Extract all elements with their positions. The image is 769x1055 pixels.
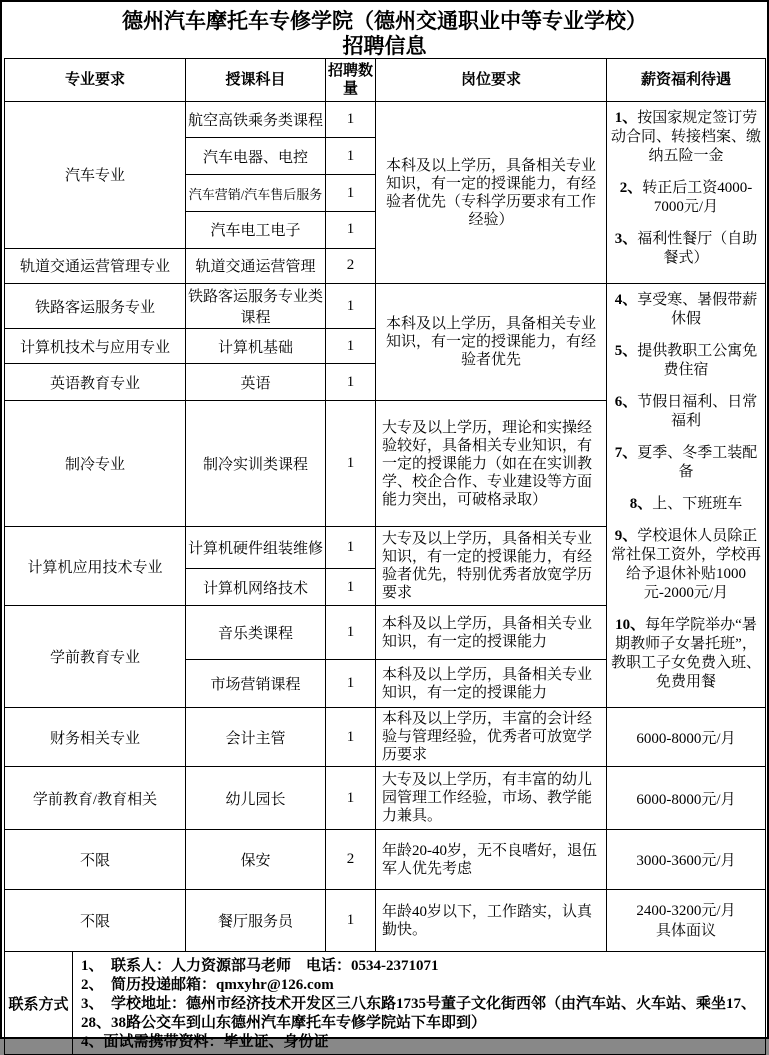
subject-cell: 英语 xyxy=(186,364,326,401)
benefit-text: 福利性餐厅（自助餐式） xyxy=(637,231,758,266)
count-cell: 1 xyxy=(326,284,376,329)
subject-cell: 幼儿园长 xyxy=(186,767,326,830)
subject-cell: 航空高铁乘务类课程 xyxy=(186,102,326,138)
table-row xyxy=(5,102,766,138)
count-cell: 2 xyxy=(326,248,376,283)
benefit-item xyxy=(611,179,761,217)
subject-cell: 会计主管 xyxy=(186,708,326,767)
count-cell: 1 xyxy=(326,364,376,401)
benefit-text: 上、下班班车 xyxy=(652,496,743,512)
contact-row xyxy=(5,952,766,1055)
count-cell: 1 xyxy=(326,569,376,606)
benefit-text: 转正后工资4000-7000元/月 xyxy=(642,180,753,215)
benefit-item xyxy=(611,342,761,380)
benefit-number: 9、 xyxy=(614,528,638,544)
subject-cell: 市场营销课程 xyxy=(186,660,326,708)
benefit-item xyxy=(611,291,761,329)
major-cell: 财务相关专业 xyxy=(5,708,186,767)
major-cell: 不限 xyxy=(5,890,186,952)
count-cell: 1 xyxy=(326,102,376,138)
major-cell: 计算机应用技术专业 xyxy=(5,527,186,606)
subject-cell: 铁路客运服务专业类课程 xyxy=(186,284,326,329)
subject-cell: 保安 xyxy=(186,830,326,890)
benefit-item xyxy=(611,230,761,268)
benefit-number: 6、 xyxy=(614,394,638,410)
benefit-item xyxy=(611,616,761,692)
subject-cell: 音乐类课程 xyxy=(186,606,326,660)
salary-cell: 6000-8000元/月 xyxy=(607,767,766,830)
subject-cell: 汽车电器、电控 xyxy=(186,138,326,175)
benefit-item xyxy=(611,109,761,166)
requirement-cell: 本科及以上学历，具备相关专业知识，有一定的授课能力 xyxy=(376,606,607,660)
requirement-cell: 年龄40岁以下，工作踏实，认真勤快。 xyxy=(376,890,607,952)
count-cell: 1 xyxy=(326,606,376,660)
contact-label: 联系方式 xyxy=(5,952,73,1055)
count-cell: 1 xyxy=(326,890,376,952)
salary-cell: 6000-8000元/月 xyxy=(607,708,766,767)
contact-line-address: 3、 学校地址：德州市经济技术开发区三八东路1735号董子文化街西邻（由汽车站、火车站、乘坐17、28、38路公交车到山东德州汽车摩托车专修学院站下车即到） xyxy=(81,996,757,1031)
count-cell: 1 xyxy=(326,175,376,211)
subject-cell: 计算机网络技术 xyxy=(186,569,326,606)
col-header-major: 专业要求 xyxy=(5,59,186,102)
benefit-text: 享受寒、暑假带薪休假 xyxy=(637,292,758,327)
count-cell: 1 xyxy=(326,708,376,767)
benefit-text: 每年学院举办“暑期教师子女暑托班”，教职工子女免费入班、免费用餐 xyxy=(611,617,762,690)
benefit-number: 1、 xyxy=(614,110,638,126)
count-cell: 1 xyxy=(326,401,376,527)
subject-cell: 餐厅服务员 xyxy=(186,890,326,952)
requirement-cell: 本科及以上学历，丰富的会计经验与管理经验，优秀者可放宽学历要求 xyxy=(376,708,607,767)
benefit-number: 3、 xyxy=(614,231,638,247)
salary-range: 2400-3200元/月 xyxy=(636,902,736,919)
requirement-cell: 本科及以上学历，具备相关专业知识，有一定的授课能力 xyxy=(376,660,607,708)
salary-cell xyxy=(607,890,766,952)
benefit-number: 4、 xyxy=(614,292,638,308)
col-header-requirement: 岗位要求 xyxy=(376,59,607,102)
major-cell: 学前教育专业 xyxy=(5,606,186,708)
major-cell: 学前教育/教育相关 xyxy=(5,767,186,830)
contact-line-person: 1、 联系人：人力资源部马老师 电话：0534-2371071 xyxy=(81,958,439,974)
table-row xyxy=(5,708,766,767)
benefit-item xyxy=(611,495,761,514)
benefit-item xyxy=(611,393,761,431)
table-row xyxy=(5,890,766,952)
col-header-subject: 授课科目 xyxy=(186,59,326,102)
benefit-number: 2、 xyxy=(619,180,643,196)
major-cell: 计算机技术与应用专业 xyxy=(5,329,186,364)
benefit-number: 8、 xyxy=(629,496,653,512)
benefit-number: 7、 xyxy=(614,445,638,461)
benefit-text: 学校退休人员除正常社保工资外，学校再给予退休补贴1000元-2000元/月 xyxy=(611,528,762,601)
benefit-text: 节假日福利、日常福利 xyxy=(637,394,758,429)
subject-cell: 汽车电工电子 xyxy=(186,211,326,248)
subject-cell: 制冷实训类课程 xyxy=(186,401,326,527)
requirement-cell: 大专及以上学历，有丰富的幼儿园管理工作经验，市场、教学能力兼具。 xyxy=(376,767,607,830)
benefit-number: 10、 xyxy=(615,617,646,633)
major-cell: 不限 xyxy=(5,830,186,890)
subject-cell: 计算机基础 xyxy=(186,329,326,364)
benefit-text: 提供教职工公寓免费住宿 xyxy=(637,343,758,378)
col-header-count: 招聘数量 xyxy=(326,59,376,102)
contact-body xyxy=(73,952,766,1055)
table-row xyxy=(5,830,766,890)
count-cell: 1 xyxy=(326,211,376,248)
major-cell: 制冷专业 xyxy=(5,401,186,527)
requirement-cell: 本科及以上学历，具备相关专业知识，有一定的授课能力，有经验者优先 xyxy=(376,284,607,401)
table-row xyxy=(5,767,766,830)
requirement-cell: 本科及以上学历，具备相关专业知识，有一定的授课能力，有经验者优先（专科学历要求有工作经验） xyxy=(376,102,607,284)
requirement-cell: 年龄20-40岁，无不良嗜好，退伍军人优先考虑 xyxy=(376,830,607,890)
count-cell: 1 xyxy=(326,527,376,569)
benefit-text: 夏季、冬季工装配备 xyxy=(637,445,758,480)
subject-cell: 汽车营销/汽车售后服务 xyxy=(186,175,326,211)
contact-section xyxy=(4,951,766,1055)
requirement-cell: 大专及以上学历，理论和实操经验较好，具备相关专业知识，有一定的授课能力（如在在实训教学、校企合作、专业建设等方面能力突出，可破格录取） xyxy=(376,401,607,527)
count-cell: 1 xyxy=(326,138,376,175)
benefit-number: 5、 xyxy=(614,343,638,359)
contact-line-materials: 4、面试需携带资料：毕业证、身份证 xyxy=(81,1034,329,1050)
count-cell: 1 xyxy=(326,329,376,364)
major-cell: 轨道交通运营管理专业 xyxy=(5,248,186,283)
recruitment-table xyxy=(4,58,766,952)
title-block xyxy=(2,2,767,58)
salary-note: 具体面议 xyxy=(655,922,716,939)
count-cell: 2 xyxy=(326,830,376,890)
table-row xyxy=(5,284,766,329)
count-cell: 1 xyxy=(326,767,376,830)
salary-benefits-cell xyxy=(607,284,766,708)
requirement-cell: 大专及以上学历，具备相关专业知识，有一定的授课能力，有经验者优先，特别优秀者放宽学历要求 xyxy=(376,527,607,606)
contact-line-email: 2、 简历投递邮箱：qmxyhr@126.com xyxy=(81,977,334,993)
subject-cell: 轨道交通运营管理 xyxy=(186,248,326,283)
major-cell: 汽车专业 xyxy=(5,102,186,249)
page-subtitle: 招聘信息 xyxy=(342,34,427,58)
page-title: 德州汽车摩托车专修学院（德州交通职业中等专业学校） xyxy=(122,9,647,33)
col-header-salary: 薪资福利待遇 xyxy=(607,59,766,102)
subject-cell: 计算机硬件组装维修 xyxy=(186,527,326,569)
benefit-item xyxy=(611,527,761,603)
major-cell: 英语教育专业 xyxy=(5,364,186,401)
major-cell: 铁路客运服务专业 xyxy=(5,284,186,329)
count-cell: 1 xyxy=(326,660,376,708)
salary-cell: 3000-3600元/月 xyxy=(607,830,766,890)
header-row xyxy=(5,59,766,102)
benefit-item xyxy=(611,444,761,482)
benefit-text: 按国家规定签订劳动合同、转接档案、缴纳五险一金 xyxy=(611,110,762,164)
salary-benefits-cell xyxy=(607,102,766,284)
